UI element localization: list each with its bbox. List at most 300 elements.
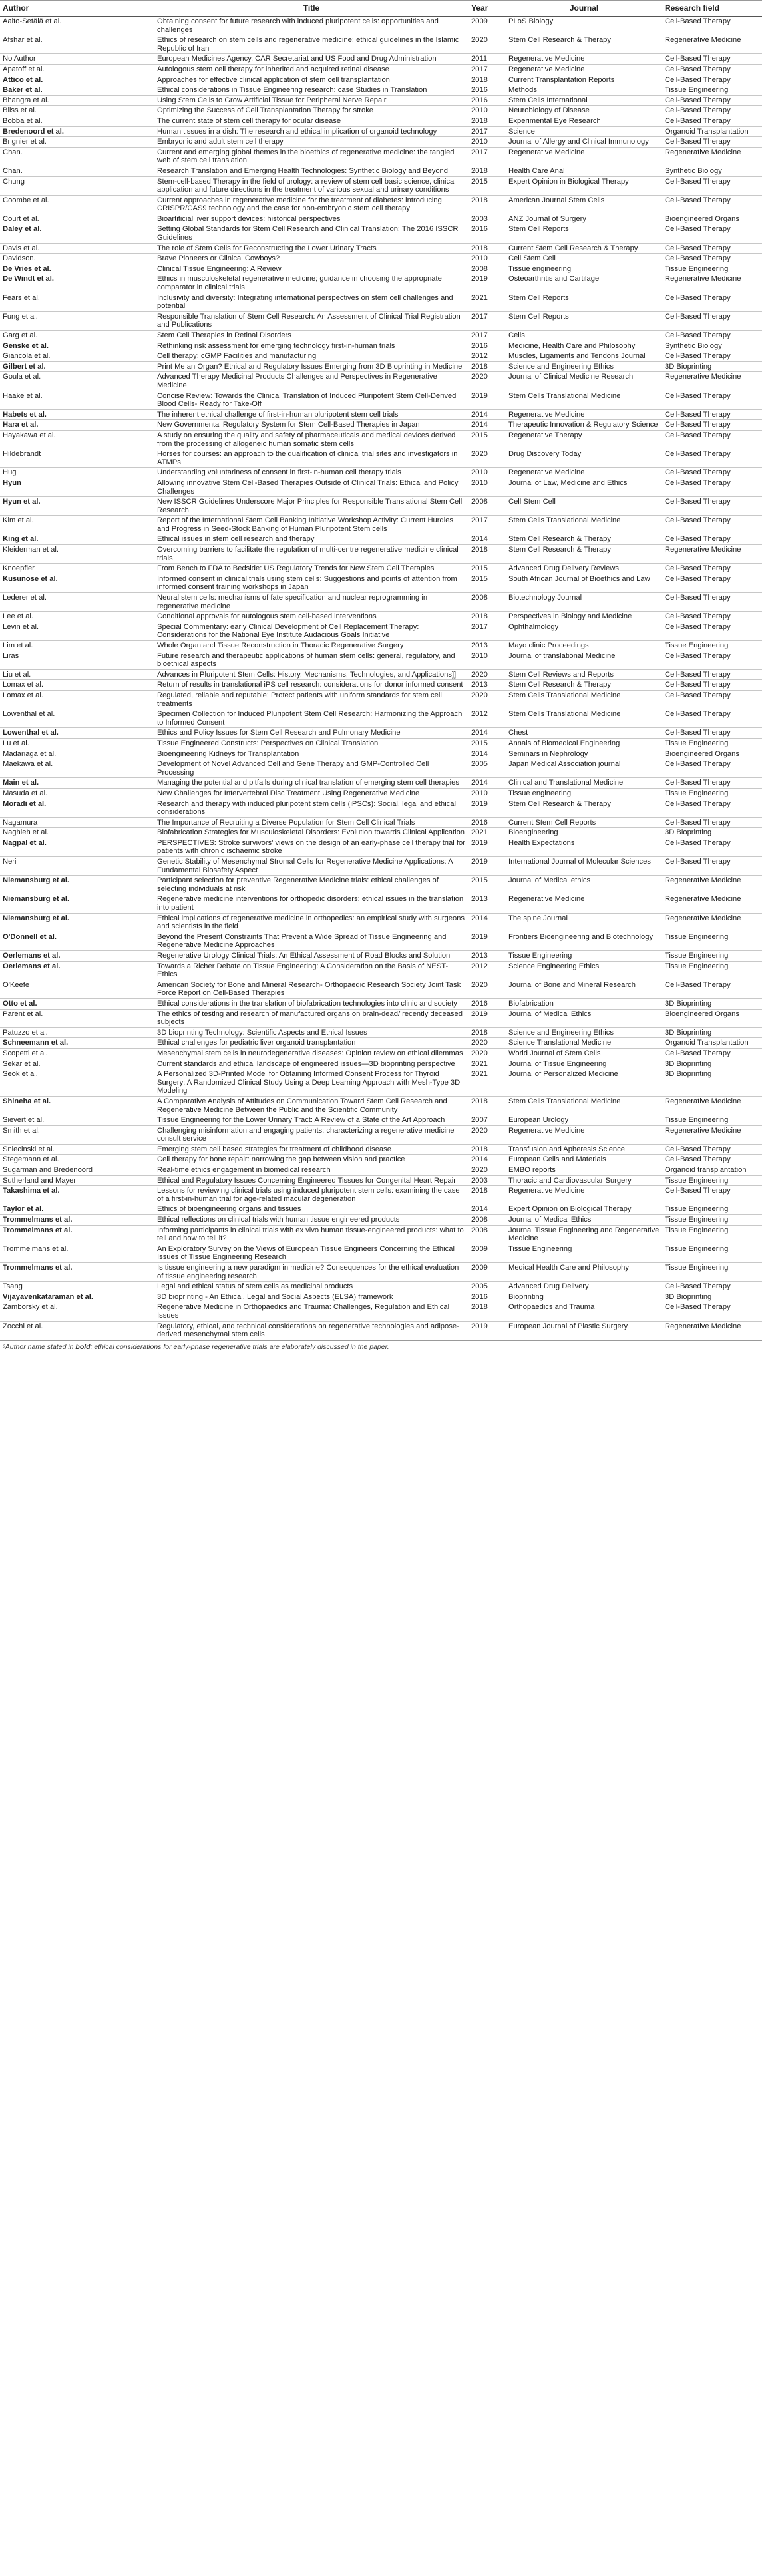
cell-field: Cell-Based Therapy bbox=[662, 478, 762, 496]
table-row bbox=[0, 116, 762, 126]
table-footnote bbox=[0, 1340, 762, 1351]
cell-journal: Journal Tissue Engineering and Regenerative Medicine bbox=[506, 1225, 662, 1244]
table-row bbox=[0, 1069, 762, 1097]
cell-year: 2010 bbox=[469, 106, 506, 116]
cell-author: Lederer et al. bbox=[0, 593, 154, 612]
cell-title: Ethics of research on stem cells and regenerative medicine: ethical guidelines in the Islamic Republic of Iran bbox=[154, 35, 469, 54]
cell-title: Ethical reflections on clinical trials with human tissue engineered products bbox=[154, 1215, 469, 1226]
cell-author: Fears et al. bbox=[0, 293, 154, 311]
cell-author: Brignier et al. bbox=[0, 137, 154, 148]
cell-title: 3D bioprinting - An Ethical, Legal and Social Aspects (ELSA) framework bbox=[154, 1292, 469, 1302]
cell-field: Cell-Based Therapy bbox=[662, 622, 762, 640]
cell-field: 3D Bioprinting bbox=[662, 1027, 762, 1038]
cell-field: Synthetic Biology bbox=[662, 341, 762, 351]
table-row bbox=[0, 1263, 762, 1282]
cell-year: 2018 bbox=[469, 116, 506, 126]
table-row bbox=[0, 1038, 762, 1049]
cell-author: Niemansburg et al. bbox=[0, 894, 154, 913]
cell-author: Takashima et al. bbox=[0, 1186, 154, 1204]
cell-title: Development of Novel Advanced Cell and Gene Therapy and GMP-Controlled Cell Processing bbox=[154, 759, 469, 778]
header-year: Year bbox=[469, 1, 506, 17]
cell-field: Cell-Based Therapy bbox=[662, 468, 762, 478]
cell-year: 2021 bbox=[469, 828, 506, 838]
table-row bbox=[0, 1009, 762, 1027]
cell-year: 2018 bbox=[469, 243, 506, 254]
cell-author: Hug bbox=[0, 468, 154, 478]
cell-year: 2011 bbox=[469, 54, 506, 65]
footnote-suffix: : ethical considerations for early-phase regenerative trials are elaborately discussed in the paper. bbox=[90, 1342, 389, 1351]
table-row bbox=[0, 593, 762, 612]
cell-year: 2019 bbox=[469, 838, 506, 856]
cell-journal: European Cells and Materials bbox=[506, 1155, 662, 1165]
cell-field: Regenerative Medicine bbox=[662, 545, 762, 564]
cell-year: 2020 bbox=[469, 690, 506, 709]
cell-field: Regenerative Medicine bbox=[662, 35, 762, 54]
cell-field: Regenerative Medicine bbox=[662, 147, 762, 166]
cell-year: 2020 bbox=[469, 1165, 506, 1176]
cell-author: O'Donnell et al. bbox=[0, 932, 154, 950]
cell-journal: PLoS Biology bbox=[506, 17, 662, 35]
table-row bbox=[0, 574, 762, 592]
cell-journal: Stem Cell Research & Therapy bbox=[506, 534, 662, 545]
cell-title: A study on ensuring the quality and safety of pharmaceuticals and medical devices derived from the processing of allogeneic human somatic stem cells bbox=[154, 430, 469, 449]
cell-field: Organoid Transplantation bbox=[662, 1038, 762, 1049]
cell-journal: Regenerative Medicine bbox=[506, 54, 662, 65]
cell-author: Davis et al. bbox=[0, 243, 154, 254]
cell-field: Cell-Based Therapy bbox=[662, 95, 762, 106]
table-row bbox=[0, 243, 762, 254]
table-row bbox=[0, 1144, 762, 1155]
cell-journal: Journal of Medical Ethics bbox=[506, 1009, 662, 1027]
cell-field: Cell-Based Therapy bbox=[662, 1155, 762, 1165]
cell-title: Current approaches in regenerative medicine for the treatment of diabetes: introducing CRISPR/CAS9 technology and the case for non-embryonic stem cell therapy bbox=[154, 195, 469, 214]
cell-field: Tissue Engineering bbox=[662, 1204, 762, 1215]
cell-title: Regulatory, ethical, and technical considerations on regenerative technologies and adipose-derived mesenchymal stem cells bbox=[154, 1321, 469, 1340]
cell-field: Tissue Engineering bbox=[662, 1215, 762, 1226]
cell-title: Obtaining consent for future research with induced pluripotent cells: opportunities and challenges bbox=[154, 17, 469, 35]
cell-year: 2018 bbox=[469, 545, 506, 564]
table-row bbox=[0, 998, 762, 1009]
table-row bbox=[0, 420, 762, 431]
cell-year: 2020 bbox=[469, 449, 506, 468]
cell-year: 2013 bbox=[469, 680, 506, 691]
cell-journal: Journal of Medical Ethics bbox=[506, 1215, 662, 1226]
cell-title: Specimen Collection for Induced Pluripotent Stem Cell Research: Harmonizing the Approach to Informed Consent bbox=[154, 709, 469, 728]
cell-field: 3D Bioprinting bbox=[662, 1292, 762, 1302]
cell-journal: Perspectives in Biology and Medicine bbox=[506, 612, 662, 622]
cell-title: The inherent ethical challenge of first-in-human pluripotent stem cell trials bbox=[154, 409, 469, 420]
cell-year: 2018 bbox=[469, 361, 506, 372]
cell-title: Ethical and Regulatory Issues Concerning Engineered Tissues for Congenital Heart Repair bbox=[154, 1175, 469, 1186]
cell-author: Niemansburg et al. bbox=[0, 876, 154, 894]
cell-title: Embryonic and adult stem cell therapy bbox=[154, 137, 469, 148]
cell-field: Cell-Based Therapy bbox=[662, 651, 762, 669]
cell-author: Goula et al. bbox=[0, 372, 154, 391]
cell-journal: European Urology bbox=[506, 1115, 662, 1126]
cell-journal: Stem Cells International bbox=[506, 95, 662, 106]
cell-journal: EMBO reports bbox=[506, 1165, 662, 1176]
cell-title: Ethical considerations in the translation of biofabrication technologies into clinic and society bbox=[154, 998, 469, 1009]
cell-journal: Bioprinting bbox=[506, 1292, 662, 1302]
cell-title: Concise Review: Towards the Clinical Translation of Induced Pluripotent Stem Cell-Derived Blood Cells- Ready for Take-Off bbox=[154, 391, 469, 409]
cell-field: Cell-Based Therapy bbox=[662, 449, 762, 468]
cell-field: Cell-Based Therapy bbox=[662, 799, 762, 817]
table-row bbox=[0, 709, 762, 728]
cell-author: Lowenthal et al. bbox=[0, 728, 154, 739]
cell-title: Conditional approvals for autologous stem cell-based interventions bbox=[154, 612, 469, 622]
table-row bbox=[0, 293, 762, 311]
cell-title: A Personalized 3D-Printed Model for Obtaining Informed Consent Process for Thyroid Surgery: A Randomized Clinical Study Using a Deep Learning Approach with Mesh-Type 3D Modeling bbox=[154, 1069, 469, 1097]
cell-field: Cell-Based Therapy bbox=[662, 612, 762, 622]
cell-field: Tissue Engineering bbox=[662, 264, 762, 274]
table-row bbox=[0, 449, 762, 468]
cell-year: 2014 bbox=[469, 913, 506, 932]
table-body bbox=[0, 17, 762, 1340]
cell-title: Ethical considerations in Tissue Engineering research: case Studies in Translation bbox=[154, 85, 469, 96]
cell-author: Madariaga et al. bbox=[0, 749, 154, 759]
cell-field: Cell-Based Therapy bbox=[662, 106, 762, 116]
cell-author: Sniecinski et al. bbox=[0, 1144, 154, 1155]
cell-author: O'Keefe bbox=[0, 980, 154, 998]
cell-title: Cell therapy: cGMP Facilities and manufacturing bbox=[154, 351, 469, 362]
cell-field: Tissue Engineering bbox=[662, 932, 762, 950]
cell-title: Participant selection for preventive Regenerative Medicine trials: ethical challenges of selecting individuals at risk bbox=[154, 876, 469, 894]
cell-field: Cell-Based Therapy bbox=[662, 759, 762, 778]
table-row bbox=[0, 641, 762, 651]
cell-year: 2021 bbox=[469, 1069, 506, 1097]
cell-author: Knoepfler bbox=[0, 564, 154, 574]
cell-author: Oerlemans et al. bbox=[0, 961, 154, 980]
cell-field: Tissue Engineering bbox=[662, 85, 762, 96]
table-row bbox=[0, 1244, 762, 1262]
cell-author: Garg et al. bbox=[0, 331, 154, 341]
cell-author: Naghieh et al. bbox=[0, 828, 154, 838]
cell-title: Tissue Engineering for the Lower Urinary Tract: A Review of a State of the Art Approach bbox=[154, 1115, 469, 1126]
cell-title: The ethics of testing and research of manufactured organs on brain-dead/ recently deceased subjects bbox=[154, 1009, 469, 1027]
cell-author: Aalto-Setälä et al. bbox=[0, 17, 154, 35]
cell-journal: Stem Cells Translational Medicine bbox=[506, 1096, 662, 1115]
table-row bbox=[0, 1215, 762, 1226]
cell-title: Whole Organ and Tissue Reconstruction in Thoracic Regenerative Surgery bbox=[154, 641, 469, 651]
table-row bbox=[0, 1225, 762, 1244]
cell-author: Otto et al. bbox=[0, 998, 154, 1009]
cell-journal: ANZ Journal of Surgery bbox=[506, 214, 662, 224]
cell-title: An Exploratory Survey on the Views of European Tissue Engineers Concerning the Ethical Issues of Tissue Engineering Research bbox=[154, 1244, 469, 1262]
table-row bbox=[0, 1292, 762, 1302]
table-row bbox=[0, 680, 762, 691]
cell-year: 2020 bbox=[469, 1038, 506, 1049]
cell-journal: Journal of translational Medicine bbox=[506, 651, 662, 669]
cell-author: Neri bbox=[0, 857, 154, 876]
table-row bbox=[0, 1096, 762, 1115]
cell-title: Research Translation and Emerging Health Technologies: Synthetic Biology and Beyond bbox=[154, 166, 469, 176]
cell-title: Regulated, reliable and reputable: Protect patients with uniform standards for stem cell treatments bbox=[154, 690, 469, 709]
cell-title: The current state of stem cell therapy for ocular disease bbox=[154, 116, 469, 126]
cell-field: Cell-Based Therapy bbox=[662, 311, 762, 330]
cell-title: Understanding voluntariness of consent in first-in-human cell therapy trials bbox=[154, 468, 469, 478]
cell-title: Current standards and ethical landscape of engineered issues—3D bioprinting perspective bbox=[154, 1059, 469, 1069]
cell-year: 2020 bbox=[469, 669, 506, 680]
table-row bbox=[0, 1048, 762, 1059]
cell-title: Current and emerging global themes in the bioethics of regenerative medicine: the tangled web of stem cell translation bbox=[154, 147, 469, 166]
cell-field: Cell-Based Therapy bbox=[662, 980, 762, 998]
cell-year: 2015 bbox=[469, 574, 506, 592]
cell-year: 2014 bbox=[469, 420, 506, 431]
cell-journal: Stem Cell Research & Therapy bbox=[506, 680, 662, 691]
cell-field: Tissue Engineering bbox=[662, 961, 762, 980]
cell-field: Cell-Based Therapy bbox=[662, 137, 762, 148]
cell-title: Allowing innovative Stem Cell-Based Therapies Outside of Clinical Trials: Ethical and Policy Challenges bbox=[154, 478, 469, 496]
cell-author: Liras bbox=[0, 651, 154, 669]
cell-journal: Stem Cell Reports bbox=[506, 293, 662, 311]
table-row bbox=[0, 622, 762, 640]
table-row bbox=[0, 54, 762, 65]
cell-title: PERSPECTIVES: Stroke survivors' views on the design of an early-phase cell therapy trial for patients with chronic ischaemic stroke bbox=[154, 838, 469, 856]
cell-year: 2016 bbox=[469, 341, 506, 351]
cell-journal: Science Engineering Ethics bbox=[506, 961, 662, 980]
table-row bbox=[0, 1186, 762, 1204]
cell-field: Cell-Based Therapy bbox=[662, 690, 762, 709]
cell-field: Cell-Based Therapy bbox=[662, 409, 762, 420]
cell-journal: Tissue Engineering bbox=[506, 951, 662, 962]
cell-journal: Regenerative Medicine bbox=[506, 1125, 662, 1144]
cell-journal: Health Expectations bbox=[506, 838, 662, 856]
cell-journal: Journal of Bone and Mineral Research bbox=[506, 980, 662, 998]
cell-title: Special Commentary: early Clinical Development of Cell Replacement Therapy: Considerations for the National Eye Institute Audacious Goals Initiative bbox=[154, 622, 469, 640]
cell-author: Lee et al. bbox=[0, 612, 154, 622]
table-row bbox=[0, 913, 762, 932]
cell-journal: Advanced Drug Delivery Reviews bbox=[506, 564, 662, 574]
table-row bbox=[0, 690, 762, 709]
table-row bbox=[0, 361, 762, 372]
cell-title: The Importance of Recruiting a Diverse Population for Stem Cell Clinical Trials bbox=[154, 817, 469, 828]
cell-year: 2013 bbox=[469, 894, 506, 913]
cell-journal: Neurobiology of Disease bbox=[506, 106, 662, 116]
cell-title: New Governmental Regulatory System for Stem Cell-Based Therapies in Japan bbox=[154, 420, 469, 431]
cell-journal: Tissue engineering bbox=[506, 788, 662, 799]
cell-title: Cell therapy for bone repair: narrowing the gap between vision and practice bbox=[154, 1155, 469, 1165]
cell-field: Cell-Based Therapy bbox=[662, 116, 762, 126]
table-row bbox=[0, 64, 762, 75]
table-row bbox=[0, 478, 762, 496]
table-row bbox=[0, 1175, 762, 1186]
cell-field: Bioengineered Organs bbox=[662, 1009, 762, 1027]
cell-field: Tissue Engineering bbox=[662, 951, 762, 962]
cell-year: 2009 bbox=[469, 1244, 506, 1262]
cell-author: Hayakawa et al. bbox=[0, 430, 154, 449]
cell-journal: Current Stem Cell Reports bbox=[506, 817, 662, 828]
cell-title: Stem-cell-based Therapy in the field of urology: a review of stem cell basic science, clinical application and future directions in the treatment of various sexual and urinary conditions bbox=[154, 176, 469, 195]
cell-author: Nagamura bbox=[0, 817, 154, 828]
cell-year: 2015 bbox=[469, 564, 506, 574]
cell-year: 2018 bbox=[469, 1027, 506, 1038]
cell-year: 2017 bbox=[469, 126, 506, 137]
table-row bbox=[0, 828, 762, 838]
cell-title: Ethics in musculoskeletal regenerative medicine; guidance in choosing the appropriate comparator in clinical trials bbox=[154, 274, 469, 293]
table-row bbox=[0, 35, 762, 54]
cell-author: Tsang bbox=[0, 1282, 154, 1292]
cell-title: Lessons for reviewing clinical trials using induced pluripotent stem cells: examining the case of a first-in-human trial for age-related macular degeneration bbox=[154, 1186, 469, 1204]
footnote-bold-word: bold bbox=[75, 1342, 91, 1351]
cell-author: Moradi et al. bbox=[0, 799, 154, 817]
cell-year: 2020 bbox=[469, 35, 506, 54]
header-author: Author bbox=[0, 1, 154, 17]
cell-author: Levin et al. bbox=[0, 622, 154, 640]
cell-journal: Biotechnology Journal bbox=[506, 593, 662, 612]
cell-author: King et al. bbox=[0, 534, 154, 545]
table-row bbox=[0, 264, 762, 274]
cell-field: 3D Bioprinting bbox=[662, 361, 762, 372]
cell-author: Trommelmans et al. bbox=[0, 1244, 154, 1262]
cell-journal: Annals of Biomedical Engineering bbox=[506, 738, 662, 749]
table-row bbox=[0, 166, 762, 176]
cell-author: Bliss et al. bbox=[0, 106, 154, 116]
cell-field: Tissue Engineering bbox=[662, 738, 762, 749]
header-title: Title bbox=[154, 1, 469, 17]
cell-title: Research and therapy with induced pluripotent stem cells (iPSCs): Social, legal and ethical considerations bbox=[154, 799, 469, 817]
table-row bbox=[0, 612, 762, 622]
cell-year: 2018 bbox=[469, 166, 506, 176]
table-row bbox=[0, 788, 762, 799]
cell-title: Ethical implications of regenerative medicine in orthopedics: an empirical study with surgeons and scientists in the field bbox=[154, 913, 469, 932]
cell-field: Cell-Based Therapy bbox=[662, 593, 762, 612]
cell-author: Trommelmans et al. bbox=[0, 1263, 154, 1282]
cell-field: Cell-Based Therapy bbox=[662, 1186, 762, 1204]
cell-field: Cell-Based Therapy bbox=[662, 497, 762, 516]
cell-journal: Stem Cells Translational Medicine bbox=[506, 391, 662, 409]
cell-author: Bobba et al. bbox=[0, 116, 154, 126]
cell-author: Daley et al. bbox=[0, 224, 154, 243]
footnote-prefix: ᵃAuthor name stated in bbox=[3, 1342, 76, 1351]
cell-title: Human tissues in a dish: The research and ethical implication of organoid technology bbox=[154, 126, 469, 137]
cell-journal: Cells bbox=[506, 331, 662, 341]
cell-journal: Cell Stem Cell bbox=[506, 254, 662, 264]
cell-journal: Journal of Personalized Medicine bbox=[506, 1069, 662, 1097]
cell-field: Cell-Based Therapy bbox=[662, 351, 762, 362]
cell-title: Legal and ethical status of stem cells as medicinal products bbox=[154, 1282, 469, 1292]
cell-year: 2012 bbox=[469, 961, 506, 980]
cell-journal: Science bbox=[506, 126, 662, 137]
cell-journal: Chest bbox=[506, 728, 662, 739]
cell-year: 2005 bbox=[469, 1282, 506, 1292]
cell-journal: Mayo clinic Proceedings bbox=[506, 641, 662, 651]
cell-author: Schneemann et al. bbox=[0, 1038, 154, 1049]
table-row bbox=[0, 1321, 762, 1340]
cell-field: Cell-Based Therapy bbox=[662, 857, 762, 876]
cell-field: Cell-Based Therapy bbox=[662, 709, 762, 728]
cell-journal: The spine Journal bbox=[506, 913, 662, 932]
cell-field: Organoid Transplantation bbox=[662, 126, 762, 137]
cell-year: 2015 bbox=[469, 430, 506, 449]
cell-author: Scopetti et al. bbox=[0, 1048, 154, 1059]
cell-author: Liu et al. bbox=[0, 669, 154, 680]
table-row bbox=[0, 759, 762, 778]
cell-journal: European Journal of Plastic Surgery bbox=[506, 1321, 662, 1340]
cell-field: Cell-Based Therapy bbox=[662, 1048, 762, 1059]
cell-journal: Stem Cells Translational Medicine bbox=[506, 516, 662, 534]
table-row bbox=[0, 341, 762, 351]
cell-title: A Comparative Analysis of Attitudes on Communication Toward Stem Cell Research and Regenerative Medicine Between the Public and the Scientific Community bbox=[154, 1096, 469, 1115]
cell-author: No Author bbox=[0, 54, 154, 65]
table-row bbox=[0, 738, 762, 749]
cell-author: Chan. bbox=[0, 166, 154, 176]
cell-journal: Journal of Tissue Engineering bbox=[506, 1059, 662, 1069]
cell-year: 2018 bbox=[469, 1186, 506, 1204]
cell-field: Cell-Based Therapy bbox=[662, 64, 762, 75]
cell-journal: Clinical and Translational Medicine bbox=[506, 778, 662, 789]
cell-year: 2008 bbox=[469, 593, 506, 612]
cell-author: Attico et al. bbox=[0, 75, 154, 85]
table-row bbox=[0, 1155, 762, 1165]
cell-year: 2005 bbox=[469, 759, 506, 778]
cell-title: Ethical challenges for pediatric liver organoid transplantation bbox=[154, 1038, 469, 1049]
cell-year: 2016 bbox=[469, 95, 506, 106]
cell-journal: Methods bbox=[506, 85, 662, 96]
cell-journal: Regenerative Medicine bbox=[506, 147, 662, 166]
cell-field: Cell-Based Therapy bbox=[662, 1144, 762, 1155]
cell-title: Tissue Engineered Constructs: Perspectives on Clinical Translation bbox=[154, 738, 469, 749]
cell-year: 2010 bbox=[469, 254, 506, 264]
cell-year: 2009 bbox=[469, 17, 506, 35]
cell-journal: Regenerative Therapy bbox=[506, 430, 662, 449]
table-row bbox=[0, 409, 762, 420]
cell-author: Lu et al. bbox=[0, 738, 154, 749]
cell-year: 2016 bbox=[469, 1292, 506, 1302]
cell-author: Hildebrandt bbox=[0, 449, 154, 468]
cell-year: 2018 bbox=[469, 1302, 506, 1321]
cell-author: Davidson. bbox=[0, 254, 154, 264]
cell-title: Brave Pioneers or Clinical Cowboys? bbox=[154, 254, 469, 264]
table-row bbox=[0, 838, 762, 856]
cell-journal: Regenerative Medicine bbox=[506, 894, 662, 913]
table-row bbox=[0, 1204, 762, 1215]
cell-field: Cell-Based Therapy bbox=[662, 778, 762, 789]
cell-journal: Stem Cells Translational Medicine bbox=[506, 709, 662, 728]
cell-author: Maekawa et al. bbox=[0, 759, 154, 778]
cell-field: Cell-Based Therapy bbox=[662, 420, 762, 431]
table-row bbox=[0, 651, 762, 669]
cell-title: Informing participants in clinical trials with ex vivo human tissue-engineered products: what to tell and how to tell it? bbox=[154, 1225, 469, 1244]
cell-journal: Stem Cell Reports bbox=[506, 311, 662, 330]
table-row bbox=[0, 932, 762, 950]
cell-year: 2009 bbox=[469, 1263, 506, 1282]
cell-year: 2017 bbox=[469, 147, 506, 166]
cell-year: 2019 bbox=[469, 857, 506, 876]
cell-journal: Expert Opinion on Biological Therapy bbox=[506, 1204, 662, 1215]
cell-year: 2018 bbox=[469, 1096, 506, 1115]
cell-field: Regenerative Medicine bbox=[662, 1096, 762, 1115]
cell-field: 3D Bioprinting bbox=[662, 998, 762, 1009]
cell-year: 2020 bbox=[469, 1048, 506, 1059]
cell-author: Chan. bbox=[0, 147, 154, 166]
cell-author: Hyun et al. bbox=[0, 497, 154, 516]
table-row bbox=[0, 430, 762, 449]
cell-journal: Journal of Allergy and Clinical Immunology bbox=[506, 137, 662, 148]
cell-field: Cell-Based Therapy bbox=[662, 838, 762, 856]
table-row bbox=[0, 778, 762, 789]
cell-journal: Regenerative Medicine bbox=[506, 468, 662, 478]
cell-journal: Journal of Law, Medicine and Ethics bbox=[506, 478, 662, 496]
cell-journal: Health Care Anal bbox=[506, 166, 662, 176]
cell-year: 2008 bbox=[469, 497, 506, 516]
cell-year: 2019 bbox=[469, 932, 506, 950]
table-row bbox=[0, 564, 762, 574]
cell-journal: Japan Medical Association journal bbox=[506, 759, 662, 778]
cell-author: Sutherland and Mayer bbox=[0, 1175, 154, 1186]
cell-author: Masuda et al. bbox=[0, 788, 154, 799]
cell-author: Hyun bbox=[0, 478, 154, 496]
cell-year: 2018 bbox=[469, 1144, 506, 1155]
